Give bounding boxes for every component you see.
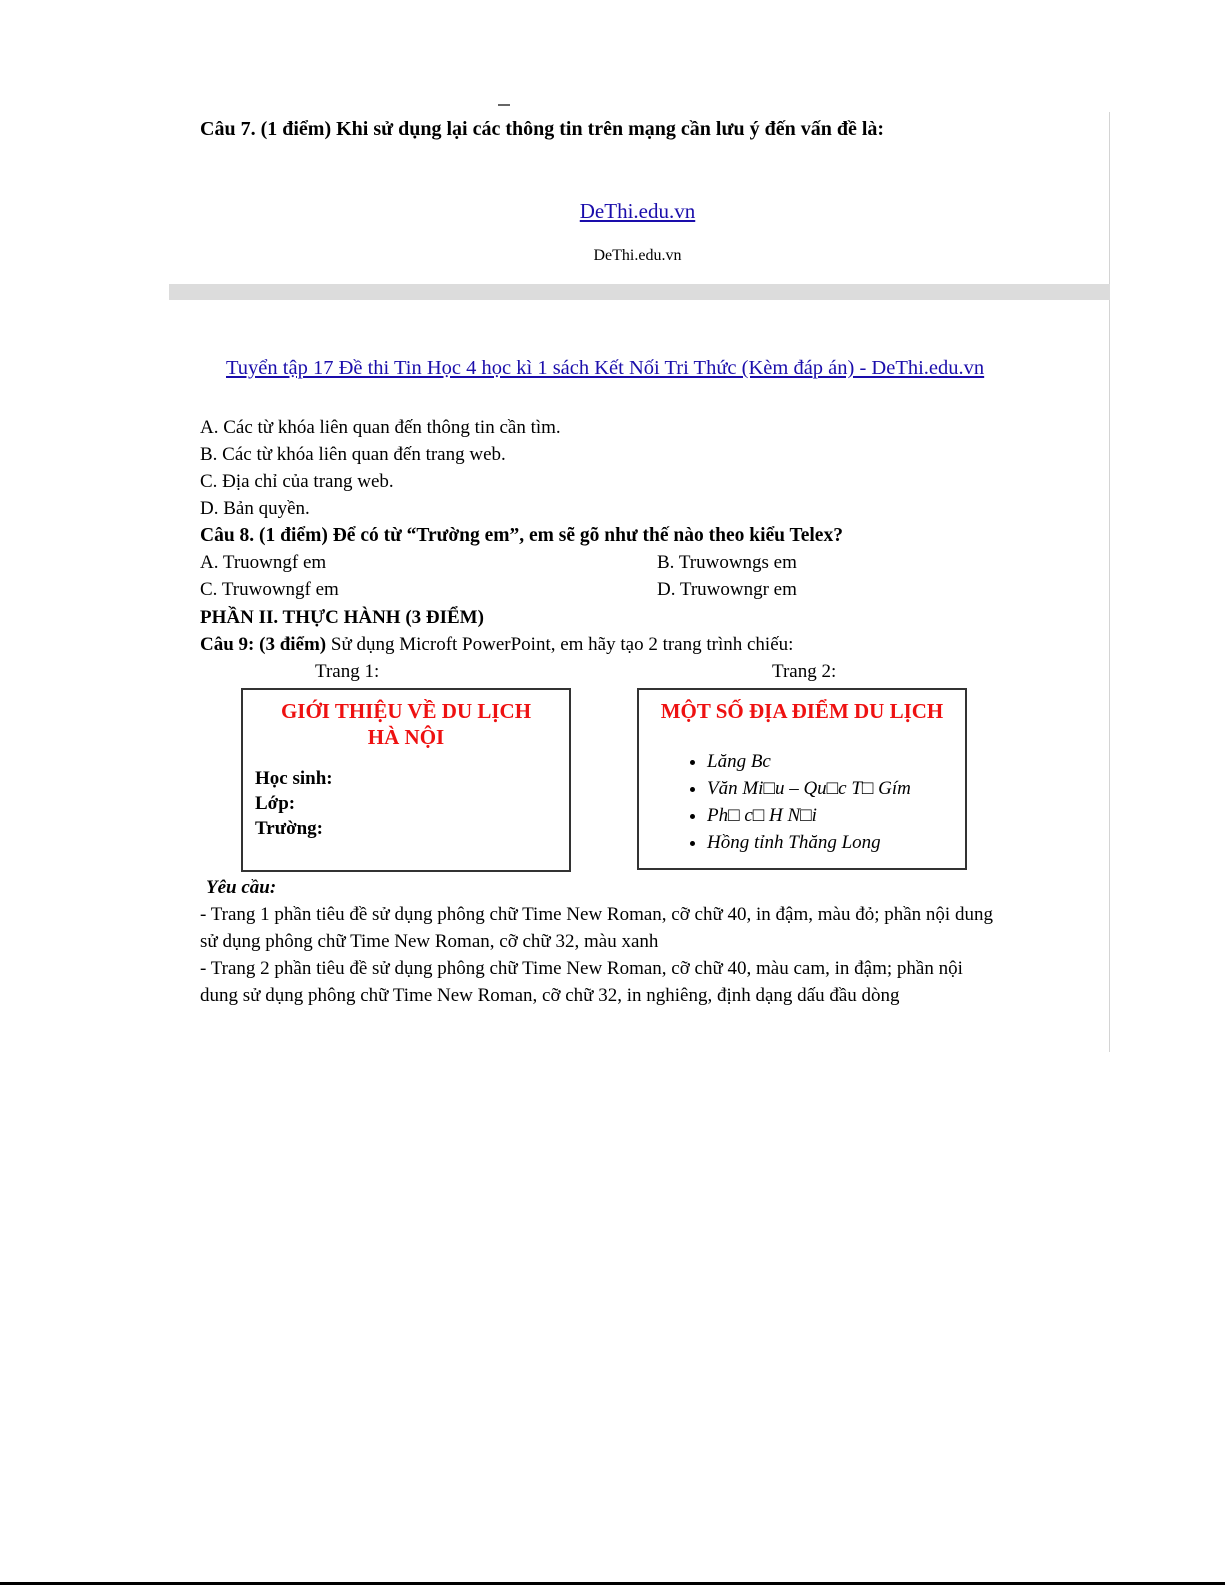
slide-2-mockup xyxy=(637,688,967,870)
list-item: • Hồng tỉnh Thăng Long xyxy=(707,829,911,856)
q7-option-d: D. Bản quyền. xyxy=(200,498,310,519)
slide-1-field-class: Lớp: xyxy=(255,793,296,814)
requirements-line-3: - Trang 2 phần tiêu đề sử dụng phông chữ Time New Roman, cỡ chữ 40, màu cam, in đậm; phần nội xyxy=(200,958,963,979)
q7-option-b: B. Các từ khóa liên quan đến trang web. xyxy=(200,444,506,465)
slide-1-title-line-2: HÀ NỘI xyxy=(367,725,445,749)
slide-1-mockup xyxy=(241,688,571,872)
list-item: • Lăng Bc xyxy=(707,748,911,775)
question-9-text: Sử dụng Microft PowerPoint, em hãy tạo 2 trang trình chiếu: xyxy=(326,634,794,655)
requirements-label: Yêu cầu: xyxy=(206,877,277,898)
question-9 xyxy=(200,634,793,656)
q7-option-a: A. Các từ khóa liên quan đến thông tin cần tìm. xyxy=(200,417,561,438)
list-item: • Văn Mi□u – Qu□c T□ Gím xyxy=(707,775,911,802)
slide-1-title xyxy=(243,698,569,750)
footer-link[interactable]: DeThi.edu.vn xyxy=(579,199,696,223)
slide-1-field-school: Trường: xyxy=(255,818,324,839)
page-artifact xyxy=(498,104,510,106)
list-item: • Ph□ c□ H N□i xyxy=(707,802,911,829)
header-link[interactable]: Tuyển tập 17 Đề thi Tin Học 4 học kì 1 sách Kết Nối Tri Thức (Kèm đáp án) - DeThi.edu.vn xyxy=(226,357,985,379)
footer-text: DeThi.edu.vn xyxy=(593,247,682,264)
slide-1-caption: Trang 1: xyxy=(315,661,380,682)
slide-1-title-line-1: GIỚI THIỆU VỀ DU LỊCH xyxy=(280,699,532,723)
requirements-line-2: sử dụng phông chữ Time New Roman, cỡ chữ 32, màu xanh xyxy=(200,931,659,952)
requirements-line-1: - Trang 1 phần tiêu đề sử dụng phông chữ Time New Roman, cỡ chữ 40, in đậm, màu đỏ; phần nội dung xyxy=(200,904,993,925)
question-8: Câu 8. (1 điểm) Để có từ “Trường em”, em sẽ gõ như thế nào theo kiểu Telex? xyxy=(200,525,843,546)
slide-2-title: MỘT SỐ ĐỊA ĐIỂM DU LỊCH xyxy=(660,699,944,723)
page-separator xyxy=(169,284,1110,300)
q7-option-c: C. Địa chỉ của trang web. xyxy=(200,471,394,492)
slide-2-caption: Trang 2: xyxy=(772,661,837,682)
q8-option-c: C. Truwowngf em xyxy=(200,579,339,600)
slide-1-field-student: Học sinh: xyxy=(255,768,333,789)
requirements-line-4: dung sử dụng phông chữ Time New Roman, cỡ chữ 32, in nghiêng, định dạng dấu đầu dòng xyxy=(200,985,900,1006)
q8-option-a: A. Truowngf em xyxy=(200,552,327,573)
question-7: Câu 7. (1 điểm) Khi sử dụng lại các thông tin trên mạng cần lưu ý đến vấn đề là: xyxy=(200,118,885,140)
q8-option-b: B. Truwowngs em xyxy=(657,552,797,573)
question-9-label: Câu 9: (3 điểm) xyxy=(200,634,327,655)
q8-option-d: D. Truwowngr em xyxy=(657,579,797,600)
slide-2-bullet-list xyxy=(667,748,911,856)
section-2-heading: PHẦN II. THỰC HÀNH (3 ĐIỂM) xyxy=(200,607,484,628)
